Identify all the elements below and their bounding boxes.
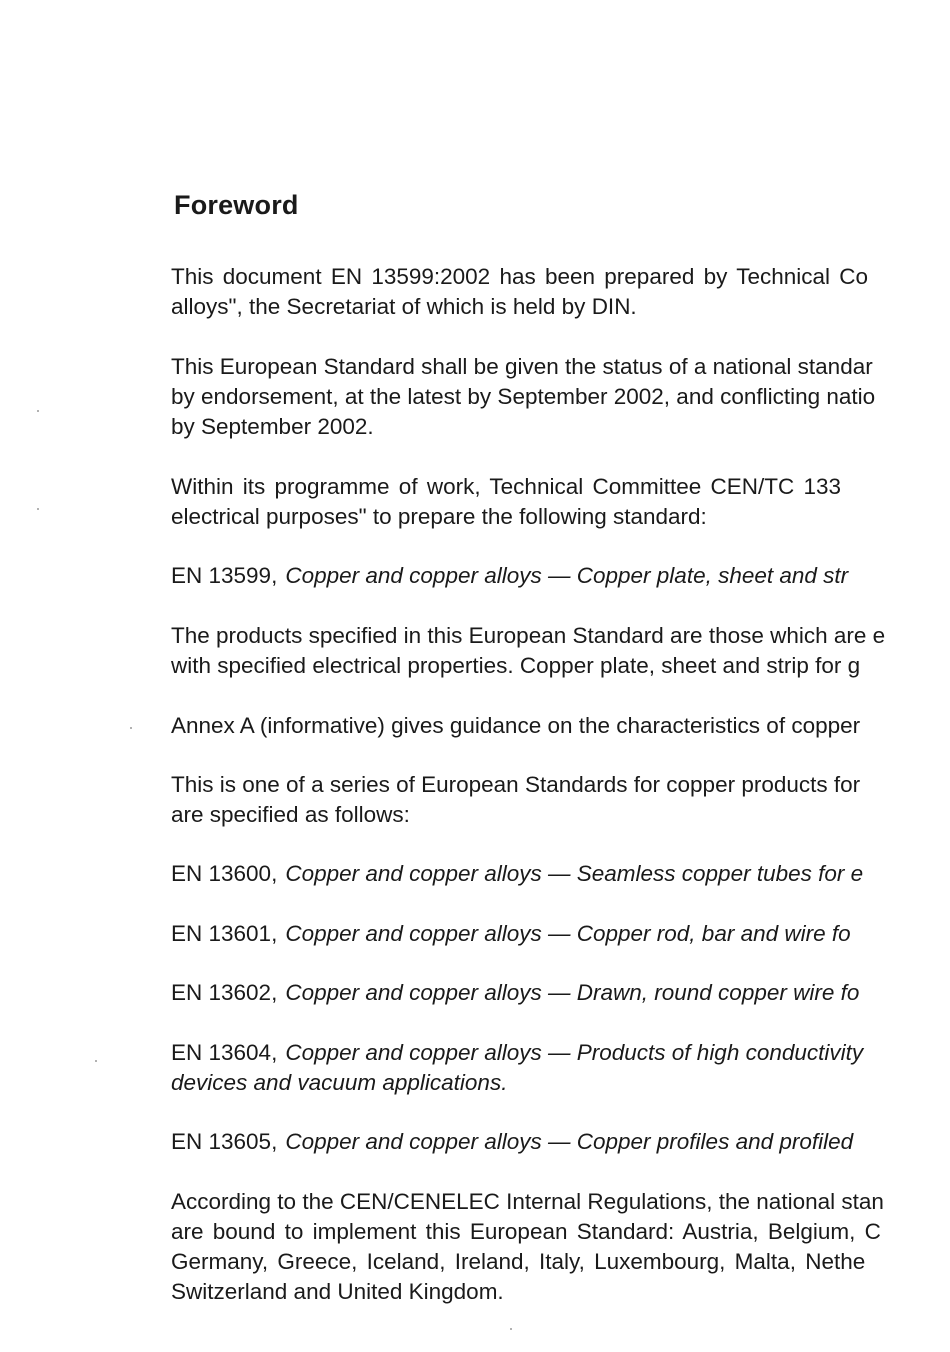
text-line: are bound to implement this European Standard: Austria, Belgium, C <box>171 1219 881 1244</box>
text-line: Germany, Greece, Iceland, Ireland, Italy, Luxembourg, Malta, Nethe <box>171 1249 866 1274</box>
standard-code: EN 13600, <box>171 861 278 886</box>
standard-code: EN 13602, <box>171 980 278 1005</box>
text-line: Within its programme of work, Technical Committee CEN/TC 133 <box>171 474 842 499</box>
text-line: by endorsement, at the latest by September 2002, and conflicting natio <box>171 384 876 409</box>
standard-title-continuation <box>171 1068 507 1098</box>
standard-code: EN 13604, <box>171 1040 278 1065</box>
scan-speck <box>37 410 39 412</box>
standard-reference <box>171 1038 863 1068</box>
text-line: According to the CEN/CENELEC Internal Regulations, the national stan <box>171 1189 884 1214</box>
text-line: The products specified in this European Standard are those which are e <box>171 623 886 648</box>
standard-title: Copper and copper alloys — Drawn, round copper wire fo <box>285 980 860 1005</box>
scan-speck <box>95 1060 97 1062</box>
standard-title: Copper and copper alloys — Copper profiles and profiled <box>285 1129 854 1154</box>
standard-code: EN 13605, <box>171 1129 278 1154</box>
foreword-heading: Foreword <box>174 190 299 220</box>
standard-reference <box>171 919 851 949</box>
standard-reference-en13599 <box>171 561 848 591</box>
foreword-paragraph-5: Annex A (informative) gives guidance on the characteristics of copper <box>171 713 861 738</box>
text-line: alloys", the Secretariat of which is held by DIN. <box>171 294 637 319</box>
text-line: with specified electrical properties. Copper plate, sheet and strip for g <box>171 653 861 678</box>
text-line: by September 2002. <box>171 414 374 439</box>
text-line: This is one of a series of European Standards for copper products for <box>171 772 861 797</box>
standard-reference <box>171 859 863 889</box>
standard-code: EN 13599, <box>171 563 278 588</box>
text-line: Switzerland and United Kingdom. <box>171 1279 504 1304</box>
text-line: This European Standard shall be given the status of a national standar <box>171 354 873 379</box>
standard-title: Copper and copper alloys — Copper rod, bar and wire fo <box>285 921 851 946</box>
standard-reference <box>171 978 859 1008</box>
scan-speck <box>37 508 39 510</box>
standard-code: EN 13601, <box>171 921 278 946</box>
scan-speck <box>130 727 132 729</box>
standard-title: Copper and copper alloys — Seamless copper tubes for e <box>285 861 864 886</box>
standard-title: Copper and copper alloys — Copper plate, sheet and str <box>285 563 849 588</box>
text-line: electrical purposes" to prepare the following standard: <box>171 504 707 529</box>
text-line: are specified as follows: <box>171 802 410 827</box>
text-line: This document EN 13599:2002 has been prepared by Technical Co <box>171 264 869 289</box>
standard-title-line-2: devices and vacuum applications. <box>171 1070 508 1095</box>
scan-speck <box>510 1328 512 1330</box>
standard-title: Copper and copper alloys — Products of high conductivity <box>285 1040 864 1065</box>
standard-reference <box>171 1127 853 1157</box>
